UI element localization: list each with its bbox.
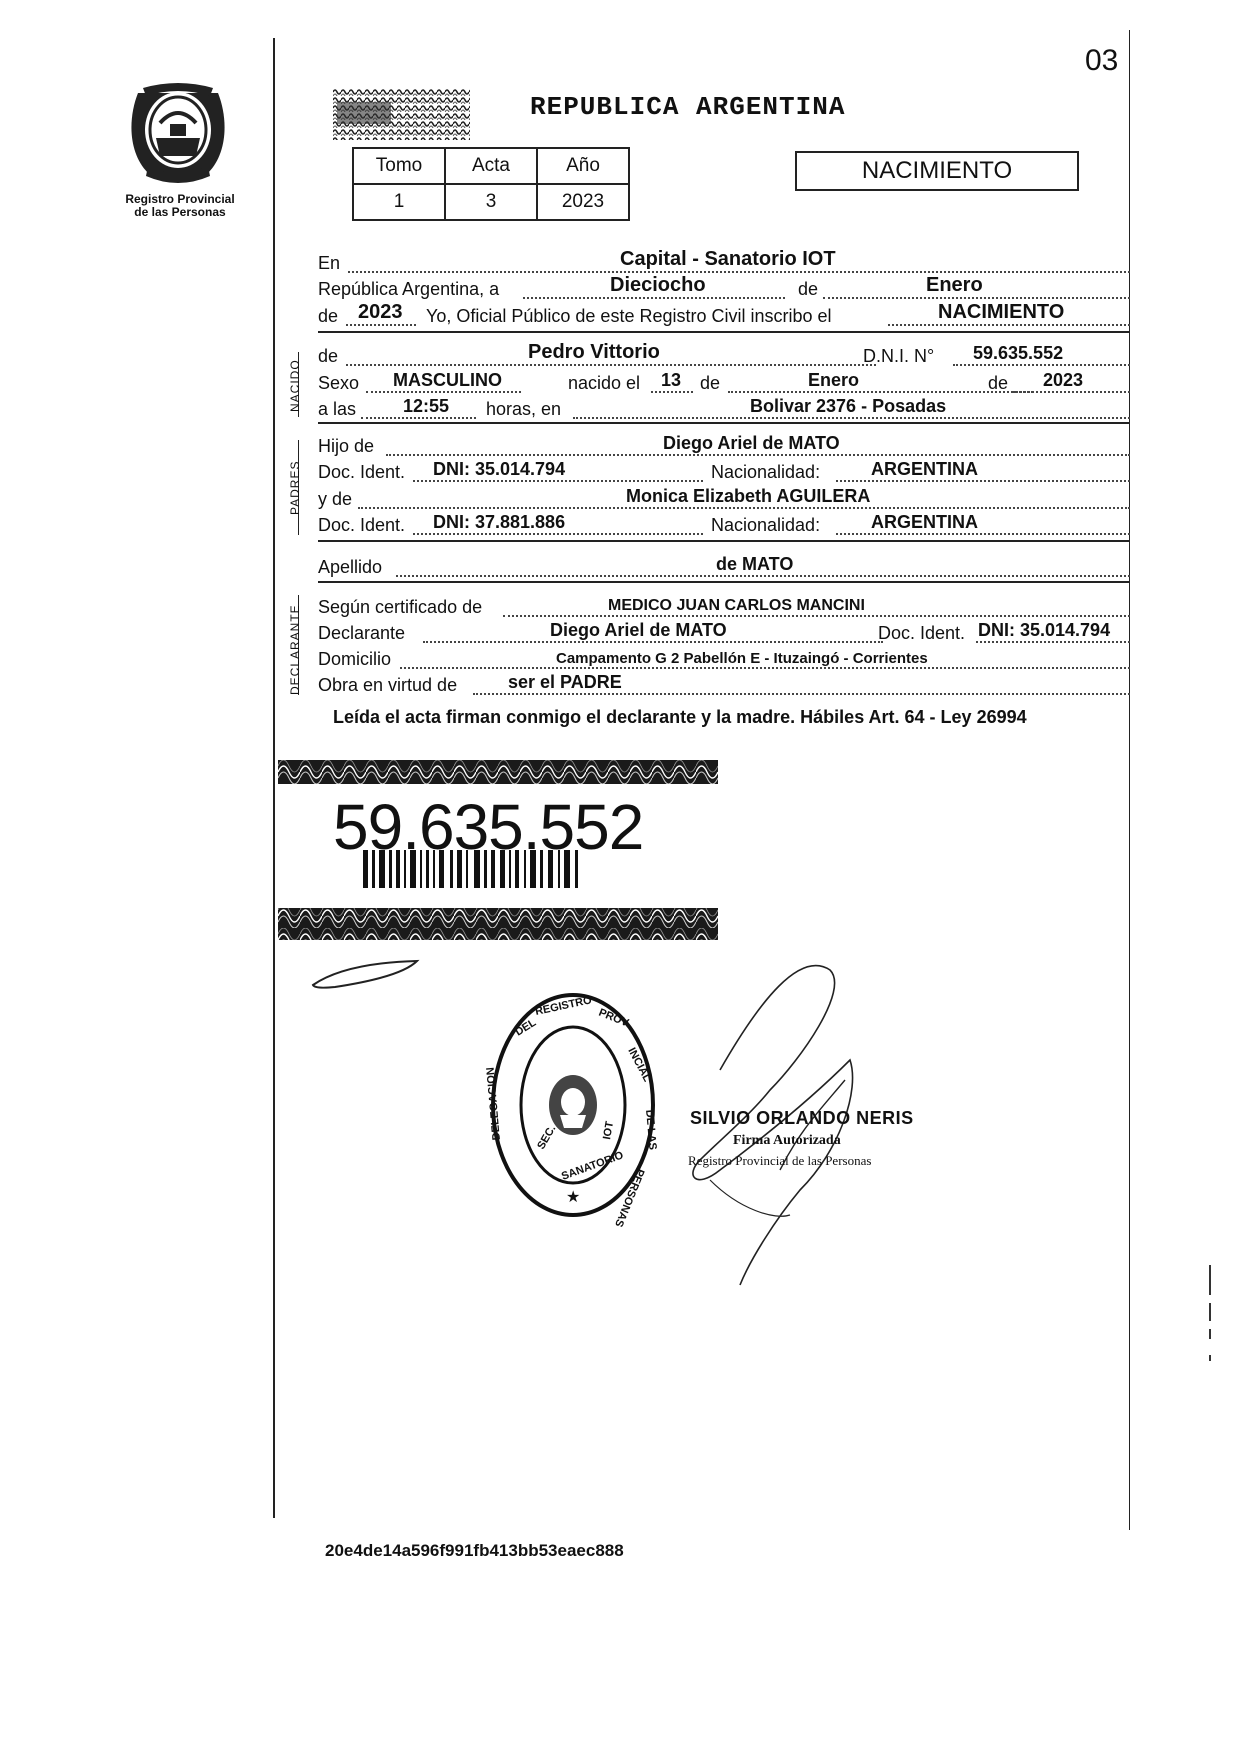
section-divider [318, 331, 1130, 333]
page-number: 03 [1085, 44, 1119, 77]
label-de-year: de [318, 306, 339, 326]
value-sex: MASCULINO [393, 370, 502, 390]
label-republica: República Argentina, a [318, 279, 500, 299]
edge-scan-marks [1207, 1265, 1213, 1365]
signer-office: Registro Provincial de las Personas [688, 1153, 872, 1168]
svg-text:★: ★ [566, 1189, 581, 1206]
svg-text:SEC.: SEC. [535, 1123, 559, 1152]
value-day-words: Dieciocho [610, 274, 706, 296]
registry-label [110, 193, 250, 219]
label-dni-no: D.N.I. N° [863, 346, 935, 366]
value-child-dni: 59.635.552 [973, 343, 1064, 363]
label-doc-ident-mother: Doc. Ident. [318, 515, 406, 535]
row-father [318, 435, 1128, 459]
value-birth-day: 13 [661, 370, 682, 390]
act-type-box: NACIMIENTO [795, 151, 1079, 191]
label-doc-ident-father: Doc. Ident. [318, 462, 406, 482]
right-margin-line [1129, 30, 1130, 1530]
label-de-birth-month: de [700, 373, 721, 393]
value-mother-name: Monica Elizabeth AGUILERA [626, 486, 871, 506]
label-en: En [318, 253, 341, 273]
reference-header-anio: Año [537, 148, 629, 184]
reference-value-tomo: 1 [353, 184, 445, 220]
value-month: Enero [926, 274, 983, 296]
official-seal-stamp [484, 990, 659, 1229]
svg-text:IOT: IOT [601, 1120, 617, 1141]
signer-name: SILVIO ORLANDO NERIS [690, 1108, 914, 1128]
label-y-de: y de [318, 489, 353, 509]
reference-value-acta: 3 [445, 184, 537, 220]
label-nacido-el: nacido el [568, 373, 641, 393]
reference-value-anio: 2023 [537, 184, 629, 220]
label-horas-en: horas, en [486, 399, 562, 419]
value-declarant-doc: DNI: 35.014.794 [978, 620, 1111, 640]
dni-large-number: 59.635.552 [333, 791, 644, 863]
row-place [318, 248, 1128, 276]
reference-header-tomo: Tomo [353, 148, 445, 184]
value-mother-nat: ARGENTINA [871, 512, 978, 532]
value-address: Campamento G 2 Pabellón E - Ituzaingó - Corrientes [556, 650, 928, 667]
label-de-month: de [798, 279, 819, 299]
svg-text:SANATORIO: SANATORIO [559, 1149, 626, 1183]
row-sex-birth [318, 372, 1128, 396]
label-doc-ident-declarant: Doc. Ident. [878, 623, 966, 643]
svg-text:PERSONAS: PERSONAS [612, 1166, 647, 1229]
section-divider [318, 422, 1130, 424]
label-de-child: de [318, 346, 339, 366]
signer-role: Firma Autorizada [733, 1133, 841, 1148]
handwritten-mark [305, 955, 425, 995]
document-hash: 20e4de14a596f991fb413bb53eaec888 [325, 1541, 624, 1560]
value-child-name: Pedro Vittorio [528, 341, 660, 363]
value-birth-year: 2023 [1043, 370, 1084, 390]
reference-table [352, 147, 630, 221]
row-mother-doc [318, 514, 1128, 538]
label-de-birth-year: de [988, 373, 1009, 393]
svg-text:REGISTRO: REGISTRO [534, 994, 593, 1018]
section-divider [318, 581, 1130, 583]
value-place: Capital - Sanatorio IOT [620, 248, 836, 270]
registry-label-line1: Registro Provincial [125, 192, 235, 206]
side-label-declarante: DECLARANTE [288, 604, 302, 695]
label-a-las: a las [318, 399, 357, 419]
label-hijo-de: Hijo de [318, 436, 375, 456]
value-by-virtue: ser el PADRE [508, 672, 622, 692]
row-by-virtue [318, 674, 1128, 698]
label-segun: Según certificado de [318, 597, 483, 617]
country-title: REPUBLICA ARGENTINA [530, 92, 846, 122]
label-nacionalidad-father: Nacionalidad: [711, 462, 821, 482]
section-divider [318, 540, 1130, 542]
row-date [318, 274, 1128, 302]
row-certificate [318, 596, 1128, 620]
reference-header-acta: Acta [445, 148, 537, 184]
row-surname [318, 556, 1128, 580]
label-obra: Obra en virtud de [318, 675, 458, 695]
value-birth-time: 12:55 [403, 396, 450, 416]
value-birth-place: Bolivar 2376 - Posadas [750, 396, 947, 416]
value-father-doc: DNI: 35.014.794 [433, 459, 566, 479]
side-label-nacido: NACIDO [288, 359, 302, 412]
value-act: NACIMIENTO [938, 301, 1065, 323]
value-mother-doc: DNI: 37.881.886 [433, 512, 566, 532]
value-declarant: Diego Ariel de MATO [550, 620, 727, 640]
value-birth-month: Enero [808, 370, 860, 390]
label-declarante: Declarante [318, 623, 406, 643]
row-year [318, 301, 1128, 329]
value-year: 2023 [358, 301, 403, 323]
value-surname: de MATO [716, 554, 794, 574]
registry-label-line2: de las Personas [134, 205, 226, 219]
security-serial-stamp [333, 88, 470, 140]
left-margin-line [273, 38, 275, 1518]
label-nacionalidad-mother: Nacionalidad: [711, 515, 821, 535]
svg-text:DEL: DEL [513, 1016, 539, 1039]
svg-text:INCIAL: INCIAL [625, 1045, 654, 1084]
value-father-name: Diego Ariel de MATO [663, 433, 840, 453]
provincial-emblem-icon [118, 78, 238, 188]
row-declarant [318, 622, 1128, 646]
row-mother [318, 488, 1128, 512]
reading-note: Leída el acta firman conmigo el declarante y la madre. Hábiles Art. 64 - Ley 26994 [333, 707, 1027, 727]
value-certificate: MEDICO JUAN CARLOS MANCINI [608, 597, 865, 614]
label-domicilio: Domicilio [318, 649, 392, 669]
row-time-place [318, 398, 1128, 422]
svg-text:PROV: PROV [596, 1006, 631, 1030]
svg-text:DELEGACION: DELEGACION [484, 1066, 503, 1141]
label-apellido: Apellido [318, 557, 383, 577]
svg-text:DE LAS: DE LAS [643, 1109, 659, 1151]
value-father-nat: ARGENTINA [871, 459, 978, 479]
row-address [318, 648, 1128, 672]
row-child-name [318, 341, 1128, 369]
label-sexo: Sexo [318, 373, 360, 393]
row-father-doc [318, 461, 1128, 485]
side-label-padres: PADRES [288, 460, 302, 515]
label-yo: Yo, Oficial Público de este Registro Civil inscribo el [426, 306, 832, 326]
